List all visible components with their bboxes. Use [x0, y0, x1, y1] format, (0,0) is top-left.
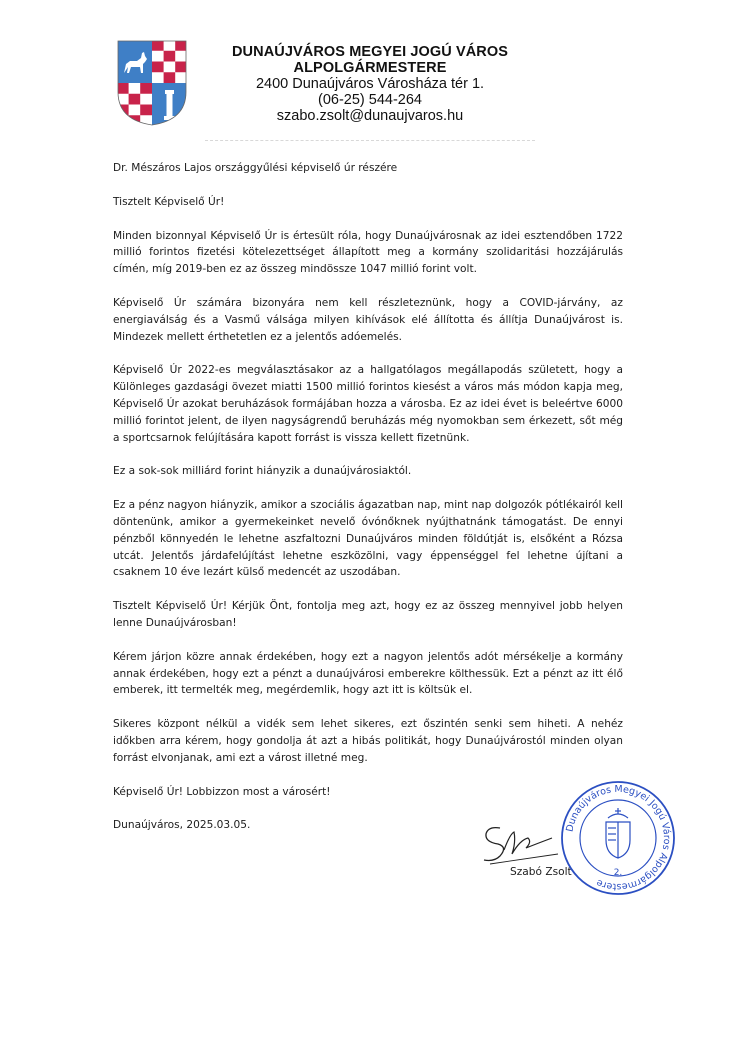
paragraph: Ez a pénz nagyon hiányzik, amikor a szociális ágazatban nap, mint nap dolgozók pótlékairól kell döntenünk, amikor a gyermekeinket nevelő óvónőknek nyújthatnánk támogatást. De ennyi pénzből könnyedén le lehetne aszfaltozni Dunaújváros minden földútját is, elsőként a Rózsa utcát. Jelentős járdafelújítást lehetne eszközölni, vagy éppenséggel fel lehetne újítani a csaknem 10 éve lezárt külső medencét az uszodában.	[113, 499, 623, 579]
letterhead-divider	[205, 140, 535, 141]
paragraph: Tisztelt Képviselő Úr! Kérjük Önt, fontolja meg azt, hogy ez az összeg mennyivel jobb helyen lenne Dunaújvárosban!	[113, 600, 623, 629]
letter-body	[113, 160, 623, 851]
official-stamp	[558, 778, 678, 898]
letterhead-phone: (06-25) 544-264	[318, 92, 422, 108]
recipient: Dr. Mészáros Lajos országgyűlési képviselő úr részére	[113, 162, 398, 174]
closing: Képviselő Úr! Lobbizzon most a városért!	[113, 785, 331, 798]
letterhead	[205, 44, 535, 124]
paragraph: Minden bizonnyal Képviselő Úr is értesült róla, hogy Dunaújvárosnak az idei esztendőben 1722 millió forintos fizetési kötelezettséget állapított meg a kormány szolidaritási hozzájárulás címén, míg 2019-ben ez az összeg mindössze 1047 millió forint volt.	[113, 229, 623, 276]
stamp-text: Dunaújváros Megyei Jogú Város Alpolgármestere	[564, 783, 673, 893]
stamp-number: 2.	[613, 868, 623, 878]
letterhead-address: 2400 Dunaújváros Városháza tér 1.	[255, 76, 485, 92]
letterhead-title: DUNAÚJVÁROS MEGYEI JOGÚ VÁROS	[231, 44, 509, 60]
paragraph: Sikeres központ nélkül a vidék sem lehet sikeres, ezt őszintén senki sem hiheti. A nehéz időkben arra kérem, hogy gondolja át azt a hibás politikát, hogy Dunaújvárostól minden olyan forrást elvonjanak, ami ezt a várost illetné meg.	[113, 718, 623, 764]
letterhead-email: szabo.zsolt@dunaujvaros.hu	[276, 108, 464, 124]
paragraph: Kérem járjon közre annak érdekében, hogy ezt a nagyon jelentős adót mérsékelje a kormány annak érdekében, hogy ezt a pénzt a dunaújvárosi emberekre költhessük. Ezt a pénzt az itt élő emberek, itt termelték meg, megérdemlik, hogy azt itt is költsük el.	[113, 650, 623, 697]
paragraph: Képviselő Úr számára bizonyára nem kell részleteznünk, hogy a COVID-járvány, az energiaválság és a Vasmű válsága milyen kihívások elé állította és állítja Dunaújvárost is. Mindezek mellett érthetetlen ez a jelentős adóemelés.	[113, 296, 623, 343]
place-date: Dunaújváros, 2025.03.05.	[113, 819, 251, 832]
salutation: Tisztelt Képviselő Úr!	[113, 195, 225, 208]
paragraph: Ez a sok-sok milliárd forint hiányzik a dunaújvárosiaktól.	[113, 465, 412, 478]
signatory-name: Szabó Zsolt	[510, 866, 572, 878]
paragraph: Képviselő Úr 2022-es megválasztásakor az a hallgatólagos megállapodás született, hogy a Különleges gazdasági övezet miatti 1500 millió forintos kiesést a város más módon kapja meg, Képviselő Úr azokat beruházások formájában hozza a városba. Ez az idei évet is beleértve 6000 millió forintot jelent, de ilyen nagyságrendű beruházás még nyomokban sem érkezett, sőt még a sportcsarnok felújítására kapott forrást is vissza kellett fizetnünk.	[113, 364, 623, 444]
city-crest-icon	[117, 40, 187, 126]
letterhead-subtitle: ALPOLGÁRMESTERE	[293, 60, 447, 76]
